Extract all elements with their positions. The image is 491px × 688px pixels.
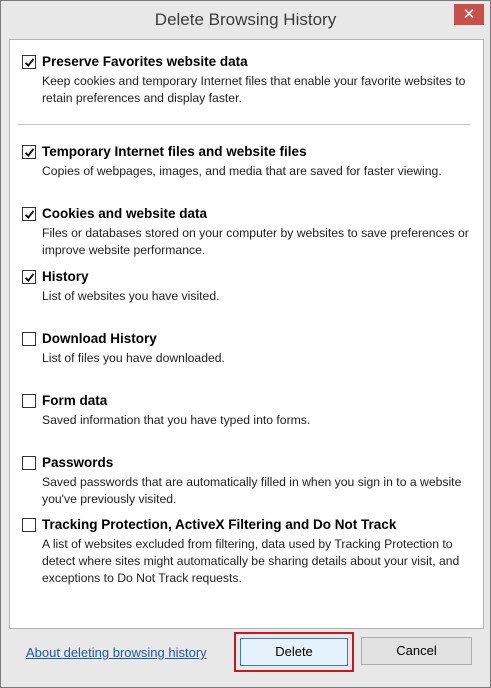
checkbox-download-history[interactable] <box>22 332 36 346</box>
delete-button[interactable]: Delete <box>240 638 348 666</box>
options-panel <box>9 39 484 629</box>
option-cookies <box>20 205 472 259</box>
option-label[interactable]: Download History <box>42 331 157 346</box>
option-description: List of websites you have visited. <box>42 289 220 303</box>
dialog-title: Delete Browsing History <box>154 10 337 29</box>
option-temporary-files <box>20 143 472 180</box>
checkbox-temporary-files[interactable] <box>22 145 36 159</box>
checkbox-passwords[interactable] <box>22 456 36 470</box>
about-deleting-history-link[interactable]: About deleting browsing history <box>26 645 207 660</box>
option-label[interactable]: Temporary Internet files and website files <box>42 144 307 159</box>
option-label[interactable]: Cookies and website data <box>42 206 208 221</box>
option-form-data <box>20 392 472 429</box>
checkmark-icon <box>24 272 35 283</box>
option-label[interactable]: Tracking Protection, ActiveX Filtering and Do Not Track <box>42 517 397 532</box>
checkbox-history[interactable] <box>22 270 36 284</box>
option-description: A list of websites excluded from filtering, data used by Tracking Protection to detect where sites might automatically be sharing details about your visit, and exceptions to Do Not Track requests. <box>42 537 460 585</box>
option-label[interactable]: Form data <box>42 393 108 408</box>
option-label[interactable]: History <box>42 269 89 284</box>
option-history <box>20 268 472 305</box>
checkbox-cookies[interactable] <box>22 207 36 221</box>
option-label[interactable]: Passwords <box>42 455 114 470</box>
checkmark-icon <box>24 209 35 220</box>
option-description: Files or databases stored on your computer by websites to save preferences or improve website performance. <box>42 226 469 257</box>
option-tracking-protection <box>20 516 472 587</box>
option-passwords <box>20 454 472 508</box>
checkbox-tracking-protection[interactable] <box>22 518 36 532</box>
title-bar[interactable] <box>1 1 490 39</box>
checkmark-icon <box>24 147 35 158</box>
checkbox-preserve-favorites[interactable] <box>22 55 36 69</box>
option-description: Keep cookies and temporary Internet files that enable your favorite websites to retain preferences and display faster. <box>42 74 466 105</box>
checkbox-form-data[interactable] <box>22 394 36 408</box>
option-description: Saved information that you have typed into forms. <box>42 413 311 427</box>
option-label[interactable]: Preserve Favorites website data <box>42 54 248 69</box>
checkmark-icon <box>24 57 35 68</box>
close-icon[interactable]: ✕ <box>454 4 484 25</box>
option-description: Saved passwords that are automatically filled in when you sign in to a website you've previously visited. <box>42 475 462 506</box>
option-description: Copies of webpages, images, and media that are saved for faster viewing. <box>42 164 442 178</box>
option-download-history <box>20 330 472 367</box>
option-preserve-favorites <box>20 53 472 107</box>
cancel-button[interactable]: Cancel <box>361 637 472 665</box>
separator <box>18 124 470 125</box>
option-description: List of files you have downloaded. <box>42 351 225 365</box>
